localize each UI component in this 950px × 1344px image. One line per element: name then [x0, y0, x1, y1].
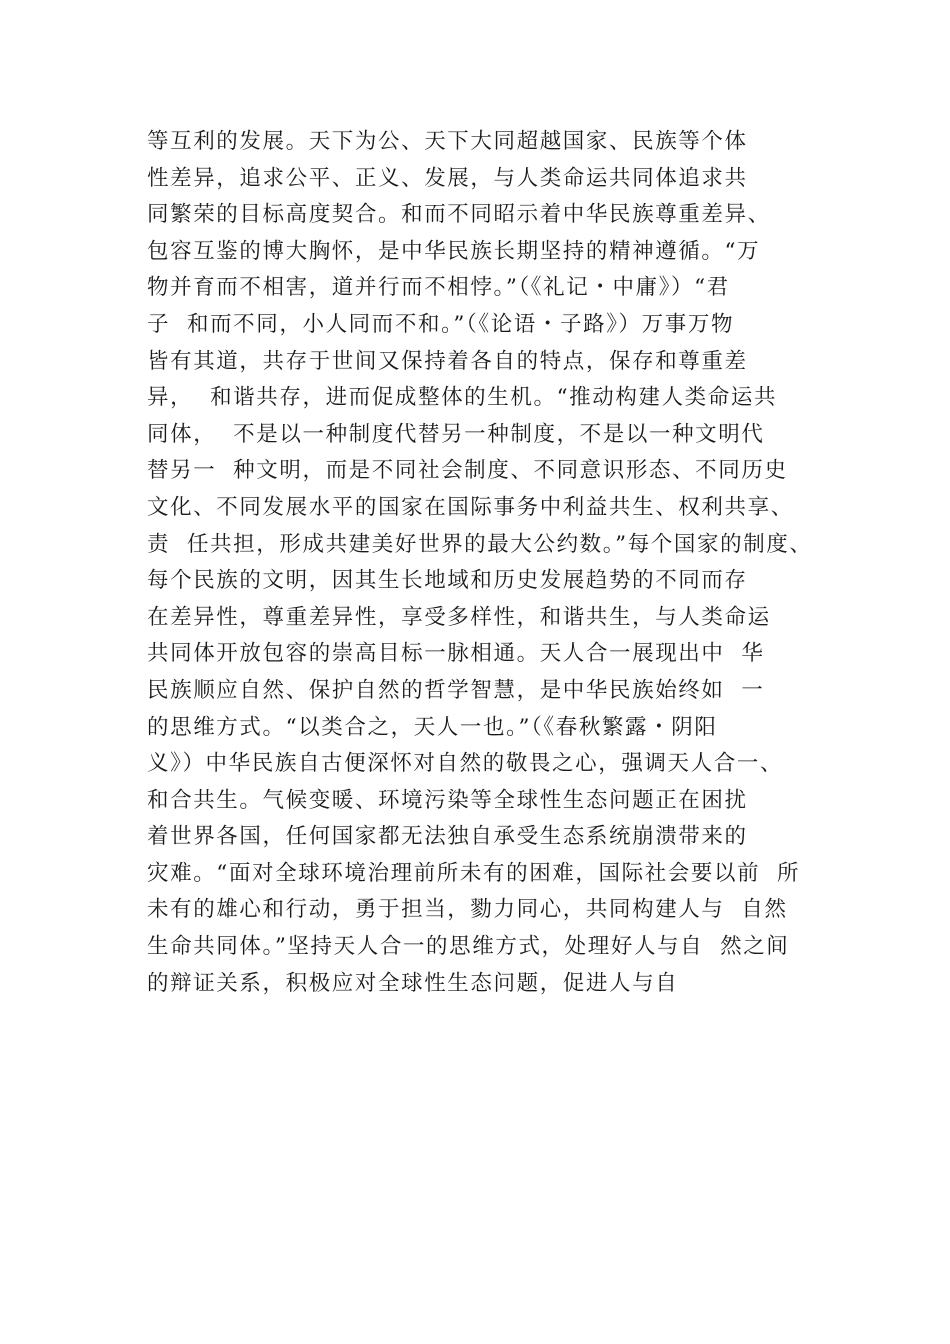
- text-line-9: 同体， 不是以一种制度代替另一种制度，不是以一种文明代: [147, 421, 765, 447]
- text-line-8: 异， 和谐共存，进而促成整体的生机。“推动构建人类命运共: [147, 385, 778, 411]
- text-line-18: 义》）中华民族自古便深怀对自然的敬畏之心，强调天人合一、: [147, 751, 784, 777]
- text-line-20: 着世界各国，任何国家都无法独自承受生态系统崩溃带来的: [147, 824, 748, 850]
- body-text: [147, 124, 847, 1002]
- text-line-4: 包容互鉴的博大胸怀，是中华民族长期坚持的精神遵循。“万: [147, 238, 761, 264]
- text-line-22: 未有的雄心和行动，勇于担当，勠力同心，共同构建人与 自然: [147, 897, 788, 923]
- text-line-6: 子 和而不同，小人同而不和。”（《论语・子路》）万事万物: [147, 311, 735, 337]
- text-line-12: 责 任共担，形成共建美好世界的最大公约数。”每个国家的制度、: [147, 531, 813, 557]
- text-line-24: 的辩证关系，积极应对全球性生态问题，促进人与自: [147, 970, 679, 996]
- text-line-11: 文化、不同发展水平的国家在国际事务中利益共生、权利共享、: [147, 494, 794, 520]
- text-line-17: 的思维方式。“以类合之，天人一也。”（《春秋繁露・阴阳: [147, 714, 718, 740]
- text-line-19: 和合共生。气候变暖、环境污染等全球性生态问题正在困扰: [147, 787, 748, 813]
- text-line-2: 性差异，追求公平、正义、发展，与人类命运共同体追求共: [147, 165, 748, 191]
- text-line-14: 在差异性，尊重差异性，享受多样性，和谐共生，与人类命运: [147, 604, 771, 630]
- text-line-7: 皆有其道，共存于世间又保持着各自的特点，保存和尊重差: [147, 348, 748, 374]
- text-line-16: 民族顺应自然、保护自然的哲学智慧，是中华民族始终如 一: [147, 677, 765, 703]
- text-line-15: 共同体开放包容的崇高目标一脉相通。天人合一展现出中 华: [147, 641, 765, 667]
- text-line-1: 等互利的发展。天下为公、天下大同超越国家、民族等个体: [147, 129, 748, 154]
- text-line-10: 替另一 种文明，而是不同社会制度、不同意识形态、不同历史: [147, 458, 788, 484]
- text-line-3: 同繁荣的目标高度契合。和而不同昭示着中华民族尊重差异、: [147, 202, 771, 228]
- text-line-5: 物并育而不相害，道并行而不相悖。”（《礼记・中庸》）“君: [147, 275, 730, 301]
- text-line-13: 每个民族的文明，因其生长地域和历史发展趋势的不同而存: [147, 568, 748, 594]
- text-line-23: 生命共同体。”坚持天人合一的思维方式，处理好人与自 然之间: [147, 934, 790, 960]
- text-line-21: 灾难。“面对全球环境治理前所未有的困难，国际社会要以前 所: [147, 860, 801, 886]
